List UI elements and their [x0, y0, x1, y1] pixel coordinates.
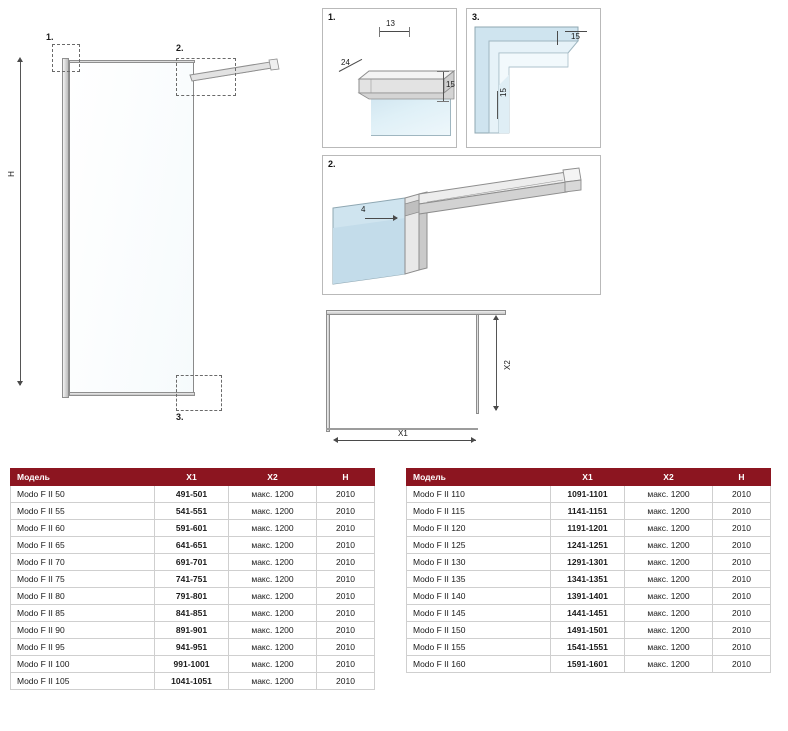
cell-x1: 1091-1101 [551, 486, 625, 503]
detail-frame-1 [322, 8, 457, 148]
cell-model: Modo F II 75 [11, 571, 155, 588]
cell-x1: 1041-1051 [155, 673, 229, 690]
detail-3-dim-15b: 15 [499, 88, 508, 97]
cell-h: 2010 [713, 571, 771, 588]
table-row [407, 554, 771, 571]
detail-1-dim-13-line [379, 31, 409, 32]
table-row [407, 639, 771, 656]
cell-model: Modo F II 100 [11, 656, 155, 673]
cell-x1: 1291-1301 [551, 554, 625, 571]
cell-model: Modo F II 150 [407, 622, 551, 639]
cell-x1: 691-701 [155, 554, 229, 571]
plan-x1-line [336, 440, 476, 441]
table-row [407, 656, 771, 673]
table-header-row [407, 469, 771, 486]
callout-label-2: 2. [176, 43, 184, 53]
cell-x1: 741-751 [155, 571, 229, 588]
detail-1-dim-15-line [443, 71, 444, 101]
cell-h: 2010 [713, 503, 771, 520]
callout-box-3 [176, 375, 222, 411]
cell-model: Modo F II 95 [11, 639, 155, 656]
cell-x2: макс. 1200 [625, 520, 713, 537]
cell-x2: макс. 1200 [229, 554, 317, 571]
table-row [407, 588, 771, 605]
cell-x1: 1241-1251 [551, 537, 625, 554]
cell-h: 2010 [713, 622, 771, 639]
table-row [11, 537, 375, 554]
cell-x2: макс. 1200 [229, 486, 317, 503]
table-row [407, 486, 771, 503]
cell-x1: 1391-1401 [551, 588, 625, 605]
cell-x1: 591-601 [155, 520, 229, 537]
cell-model: Modo F II 105 [11, 673, 155, 690]
arrow-left-icon [333, 437, 338, 443]
table-row [11, 503, 375, 520]
cell-x2: макс. 1200 [229, 537, 317, 554]
table-row [11, 605, 375, 622]
cell-h: 2010 [713, 486, 771, 503]
cell-x2: макс. 1200 [625, 605, 713, 622]
spec-table-1-wrap [10, 468, 375, 690]
cell-model: Modo F II 50 [11, 486, 155, 503]
cell-x2: макс. 1200 [625, 503, 713, 520]
th-x2: X2 [625, 469, 713, 486]
detail-2-assembly [327, 166, 599, 292]
detail-frame-3 [466, 8, 601, 148]
spec-table-1 [10, 468, 375, 690]
detail-1-ext-a [379, 27, 380, 37]
plan-top-bar [326, 310, 506, 315]
cell-h: 2010 [317, 656, 375, 673]
cell-h: 2010 [713, 554, 771, 571]
cell-h: 2010 [317, 486, 375, 503]
callout-box-1 [52, 44, 80, 72]
cell-model: Modo F II 80 [11, 588, 155, 605]
cell-x2: макс. 1200 [625, 537, 713, 554]
table-row [11, 656, 375, 673]
cell-x1: 1141-1151 [551, 503, 625, 520]
detail-3-dim-15a: 15 [571, 32, 580, 41]
table-row [11, 554, 375, 571]
table-row [11, 673, 375, 690]
table-row [11, 588, 375, 605]
cell-h: 2010 [317, 503, 375, 520]
cell-h: 2010 [713, 656, 771, 673]
plan-x2-line [496, 318, 497, 410]
cell-x1: 641-651 [155, 537, 229, 554]
cell-model: Modo F II 140 [407, 588, 551, 605]
th-x1: X1 [551, 469, 625, 486]
spec-table-2-wrap [406, 468, 771, 673]
callout-box-2 [176, 58, 236, 96]
plan-view [318, 300, 538, 450]
th-h: H [317, 469, 375, 486]
cell-x2: макс. 1200 [625, 486, 713, 503]
arrow-up-icon [493, 315, 499, 320]
detail-frame-2 [322, 155, 601, 295]
spec-table-2 [406, 468, 771, 673]
plan-right-edge [476, 314, 479, 414]
th-h: H [713, 469, 771, 486]
table-row [407, 537, 771, 554]
cell-model: Modo F II 70 [11, 554, 155, 571]
cell-x2: макс. 1200 [229, 673, 317, 690]
detail-3-ext-top [557, 31, 558, 45]
table-row [11, 520, 375, 537]
table-row [407, 520, 771, 537]
cell-x2: макс. 1200 [229, 639, 317, 656]
detail-3-number: 3. [472, 12, 480, 22]
table-row [11, 571, 375, 588]
cell-x1: 841-851 [155, 605, 229, 622]
cell-x1: 1191-1201 [551, 520, 625, 537]
cell-model: Modo F II 60 [11, 520, 155, 537]
cell-h: 2010 [317, 673, 375, 690]
detail-1-ext-c [437, 71, 449, 72]
callout-label-3: 3. [176, 412, 184, 422]
cell-x2: макс. 1200 [229, 571, 317, 588]
table-row [11, 639, 375, 656]
cell-x2: макс. 1200 [229, 656, 317, 673]
cell-x2: макс. 1200 [229, 588, 317, 605]
table-row [407, 503, 771, 520]
detail-3-glass-assembly [473, 23, 601, 145]
detail-1-dim-15: 15 [446, 80, 455, 89]
cell-x1: 491-501 [155, 486, 229, 503]
cell-h: 2010 [317, 639, 375, 656]
cell-x2: макс. 1200 [229, 605, 317, 622]
detail-3-dim-left-line [497, 91, 498, 119]
cell-x1: 941-951 [155, 639, 229, 656]
cell-x1: 1541-1551 [551, 639, 625, 656]
th-x1: X1 [155, 469, 229, 486]
table-header-row [11, 469, 375, 486]
cell-x2: макс. 1200 [625, 554, 713, 571]
cell-x1: 1341-1351 [551, 571, 625, 588]
cell-model: Modo F II 85 [11, 605, 155, 622]
callout-label-1: 1. [46, 32, 54, 42]
cell-model: Modo F II 90 [11, 622, 155, 639]
cell-x1: 1591-1601 [551, 656, 625, 673]
cell-x2: макс. 1200 [625, 656, 713, 673]
cell-x2: макс. 1200 [625, 571, 713, 588]
cell-model: Modo F II 65 [11, 537, 155, 554]
height-dimension-line [20, 60, 21, 385]
cell-model: Modo F II 115 [407, 503, 551, 520]
cell-x2: макс. 1200 [625, 639, 713, 656]
cell-h: 2010 [713, 639, 771, 656]
cell-x2: макс. 1200 [625, 622, 713, 639]
height-label: H [6, 171, 16, 177]
cell-x1: 541-551 [155, 503, 229, 520]
table-row [407, 571, 771, 588]
table-row [11, 486, 375, 503]
cell-model: Modo F II 110 [407, 486, 551, 503]
cell-h: 2010 [713, 605, 771, 622]
cell-x1: 991-1001 [155, 656, 229, 673]
arrow-down-icon [493, 406, 499, 411]
cell-h: 2010 [713, 520, 771, 537]
plan-x1-label: X1 [398, 429, 408, 438]
cell-model: Modo F II 55 [11, 503, 155, 520]
cell-h: 2010 [317, 554, 375, 571]
cell-x2: макс. 1200 [229, 622, 317, 639]
table-row [11, 622, 375, 639]
cell-h: 2010 [317, 588, 375, 605]
arrow-right-icon [393, 215, 398, 221]
detail-2-number: 2. [328, 159, 336, 169]
cell-h: 2010 [317, 571, 375, 588]
main-elevation-drawing [0, 0, 300, 450]
cell-x2: макс. 1200 [229, 503, 317, 520]
arrow-up-icon [17, 57, 23, 62]
cell-x1: 891-901 [155, 622, 229, 639]
cell-model: Modo F II 120 [407, 520, 551, 537]
th-x2: X2 [229, 469, 317, 486]
cell-h: 2010 [713, 588, 771, 605]
detail-2-dim-4: 4 [361, 205, 366, 214]
cell-model: Modo F II 160 [407, 656, 551, 673]
cell-h: 2010 [317, 622, 375, 639]
stabilizer-bar [55, 40, 290, 120]
cell-model: Modo F II 145 [407, 605, 551, 622]
cell-x1: 791-801 [155, 588, 229, 605]
cell-model: Modo F II 125 [407, 537, 551, 554]
cell-x2: макс. 1200 [229, 520, 317, 537]
cell-x1: 1441-1451 [551, 605, 625, 622]
plan-left-wall [326, 314, 330, 432]
cell-h: 2010 [713, 537, 771, 554]
detail-1-ext-d [437, 101, 449, 102]
cell-h: 2010 [317, 537, 375, 554]
cell-x1: 1491-1501 [551, 622, 625, 639]
table-row [407, 622, 771, 639]
table-row [407, 605, 771, 622]
detail-1-number: 1. [328, 12, 336, 22]
detail-1-dim-24: 24 [341, 58, 350, 67]
detail-1-dim-13: 13 [386, 19, 395, 28]
arrow-down-icon [17, 381, 23, 386]
arrow-right-icon [471, 437, 476, 443]
cell-model: Modo F II 135 [407, 571, 551, 588]
cell-h: 2010 [317, 520, 375, 537]
plan-x2-label: X2 [503, 360, 512, 370]
cell-x2: макс. 1200 [625, 588, 713, 605]
cell-h: 2010 [317, 605, 375, 622]
cell-model: Modo F II 130 [407, 554, 551, 571]
th-model: Модель [407, 469, 551, 486]
cell-model: Modo F II 155 [407, 639, 551, 656]
detail-1-ext-b [409, 27, 410, 37]
th-model: Модель [11, 469, 155, 486]
